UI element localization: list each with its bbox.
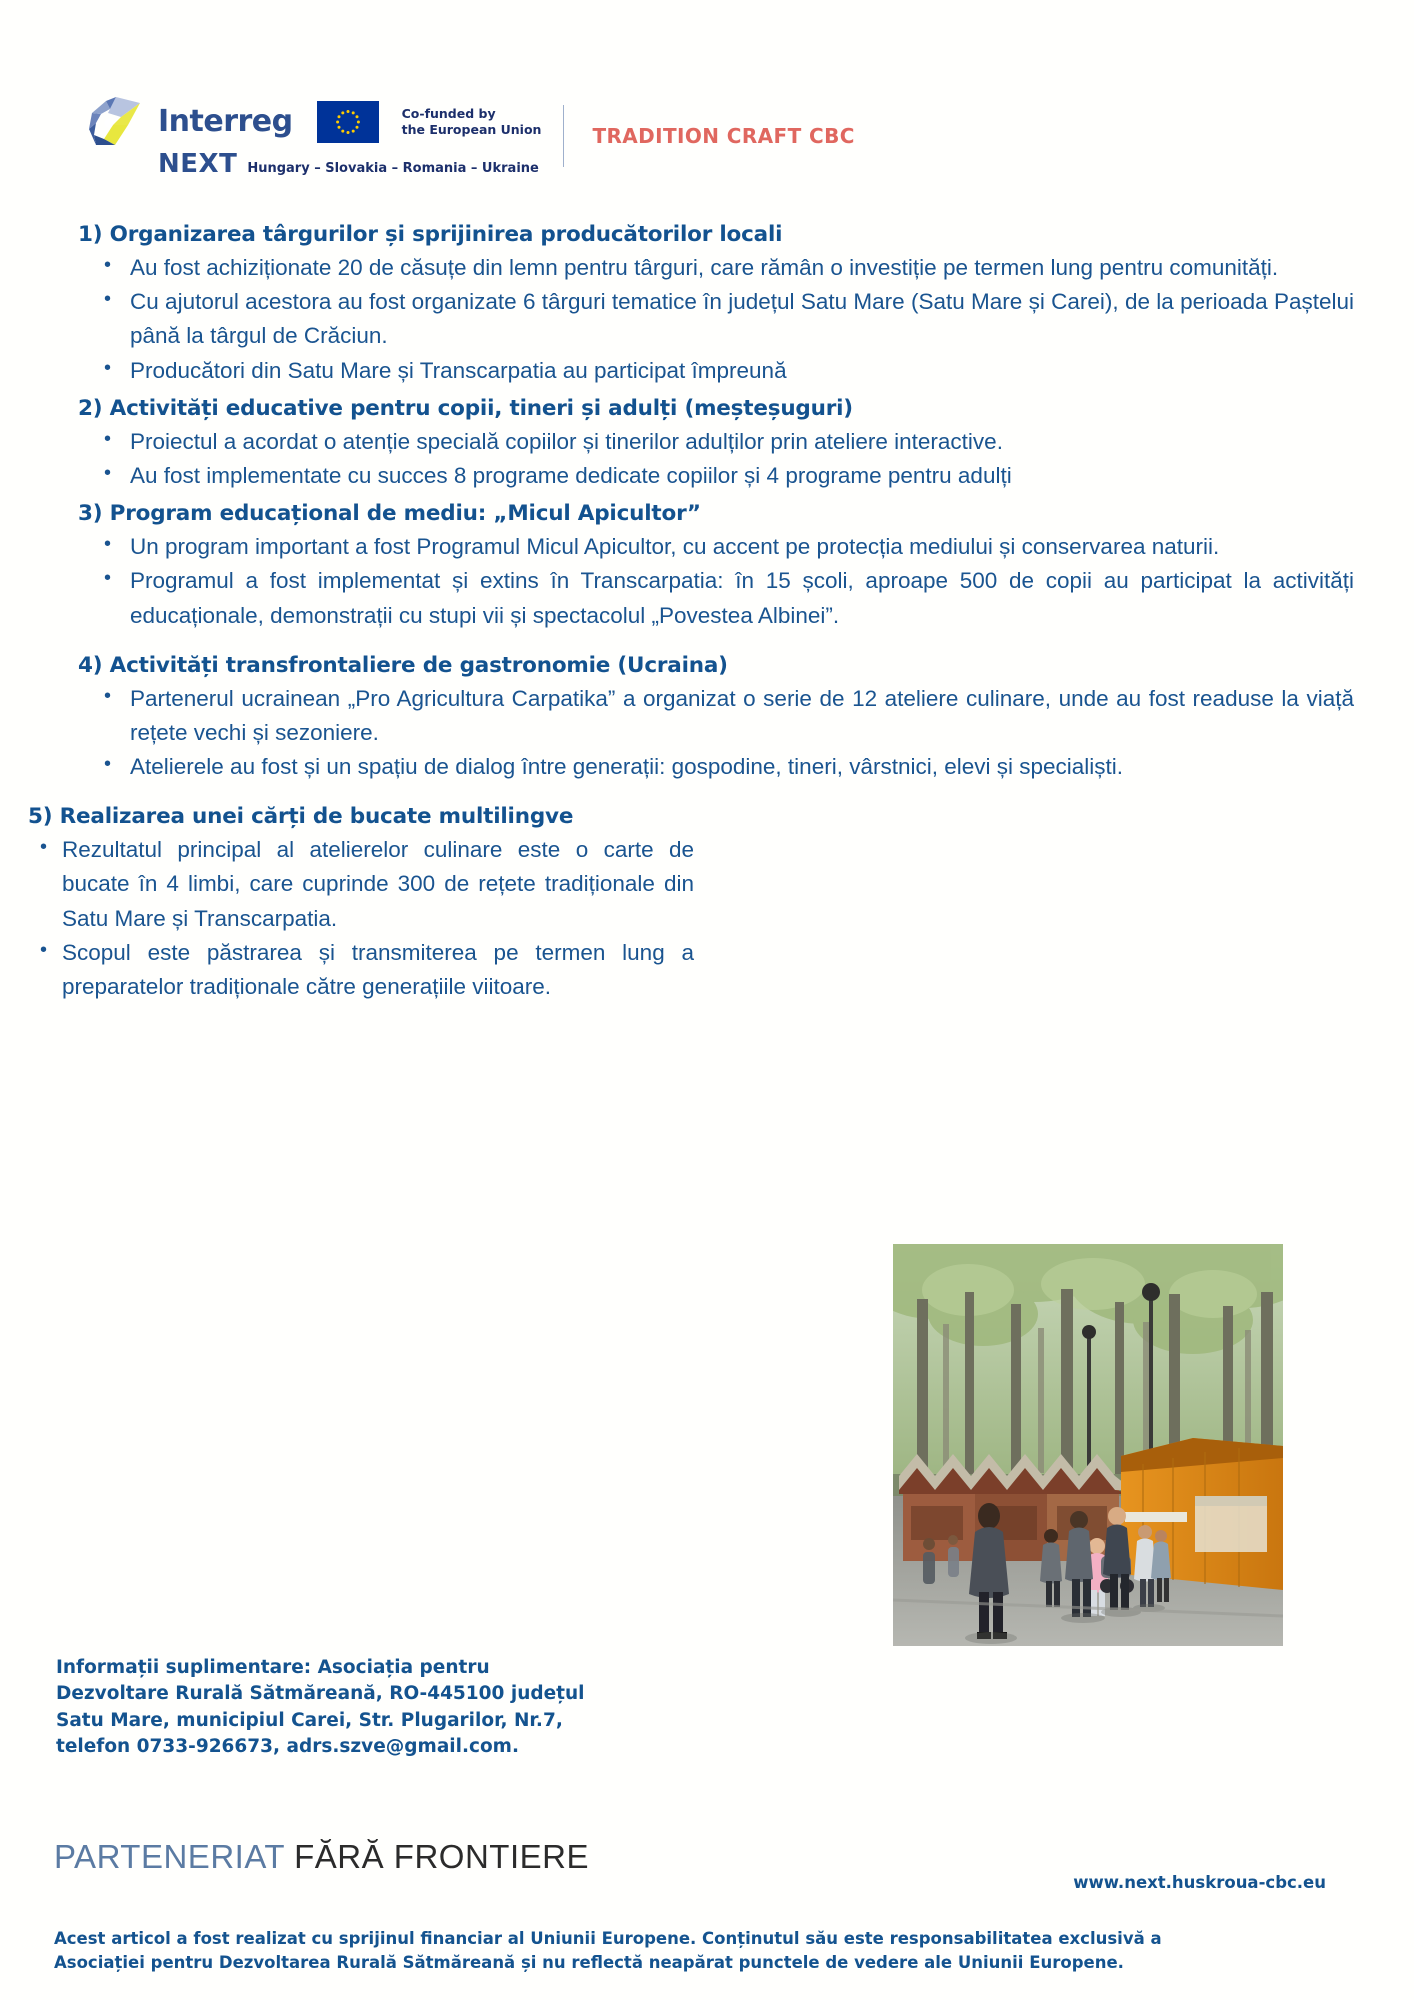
footer-disclaimer xyxy=(54,1927,1370,1975)
interreg-next-logo xyxy=(88,95,541,177)
next-countries-label: Hungary – Slovakia – Romania – Ukraine xyxy=(247,161,539,176)
list-item: • Partenerul ucrainean „Pro Agricultura Carpatika” a organizat o serie de 12 ateliere culinare, unde au fost readuse la viață rețete vechi și sezoniere. xyxy=(0,682,1354,750)
list-item: • Scopul este păstrarea și transmiterea pe termen lung a preparatelor tradiționale către generațiile viitoare. xyxy=(0,936,694,1004)
disclaimer-line-2: Asociației pentru Dezvoltarea Rurală Sătmăreană și nu reflectă neapărat punctele de vedere ale Uniunii Europene. xyxy=(54,1952,1124,1972)
contact-info-block xyxy=(56,1655,756,1760)
section-heading-4: 4) Activități transfrontaliere de gastronomie (Ucraina) xyxy=(78,652,728,678)
header-divider xyxy=(563,105,564,167)
list-item: • Cu ajutorul acestora au fost organizate 6 târguri tematice în județul Satu Mare (Satu Mare și Carei), de la perioada Paștelui până la târgul de Crăciun. xyxy=(0,285,1354,353)
interreg-wordmark: Interreg xyxy=(158,104,293,139)
contact-line-4: telefon 0733-926673, adrs.szve@gmail.com. xyxy=(56,1735,519,1757)
contact-line-3: Satu Mare, municipiul Carei, Str. Plugarilor, Nr.7, xyxy=(56,1709,563,1731)
list-item: • Atelierele au fost și un spațiu de dialog între generații: gospodine, tineri, vârstnici, elevi și specialiști. xyxy=(0,750,1354,784)
document-content xyxy=(0,222,1414,1012)
interreg-pinwheel-icon xyxy=(88,95,144,149)
disclaimer-line-1: Acest articol a fost realizat cu sprijinul financiar al Uniunii Europene. Conținutul său este responsabilitatea exclusivă a xyxy=(54,1929,1162,1948)
document-header xyxy=(88,96,1354,179)
contact-line-2: Dezvoltare Rurală Sătmăreană, RO-445100 județul xyxy=(56,1683,585,1705)
section-bullets-2 xyxy=(0,425,1414,493)
eu-funding-line-2: the European Union xyxy=(401,122,542,137)
spacer xyxy=(0,641,1414,653)
section-heading-3: 3) Program educațional de mediu: „Micul Apicultor” xyxy=(78,501,701,527)
christmas-market-photo xyxy=(893,1244,1283,1646)
section-heading-5: 5) Realizarea unei cărți de bucate multilingve xyxy=(28,804,574,830)
list-item: • Au fost achiziționate 20 de căsuțe din lemn pentru târguri, care rămân o investiție pe termen lung pentru comunități. xyxy=(0,251,1354,285)
list-item: • Rezultatul principal al atelierelor culinare este o carte de bucate în 4 limbi, care cuprinde 300 de rețete tradiționale din Satu Mare și Transcarpatia. xyxy=(0,833,694,936)
section-bullets-5 xyxy=(0,833,1414,1004)
list-item: • Programul a fost implementat și extins în Transcarpatia: în 15 școli, aproape 500 de copii au participat la activități educaționale, demonstrații cu stupi vii și spectacolul „Povestea Albinei”. xyxy=(0,564,1354,632)
project-title: TRADITION CRAFT CBC xyxy=(592,124,855,148)
section-heading-2: 2) Activități educative pentru copii, tineri și adulți (meșteșuguri) xyxy=(78,395,853,421)
section-heading-1: 1) Organizarea târgurilor și sprijinirea producătorilor locali xyxy=(78,222,783,247)
section-bullets-4 xyxy=(0,682,1414,785)
footer-slogan xyxy=(54,1838,589,1876)
spacer xyxy=(0,792,1414,804)
list-item: • Proiectul a acordat o atenție specială copiilor și tinerilor adulților prin ateliere interactive. xyxy=(0,425,1354,459)
footer-slogan-part-2: FĂRĂ FRONTIERE xyxy=(294,1838,589,1875)
list-item: • Producători din Satu Mare și Transcarpatia au participat împreună xyxy=(0,354,1354,388)
list-item: • Au fost implementate cu succes 8 programe dedicate copiilor și 4 programe pentru adulți xyxy=(0,459,1354,493)
list-item: • Un program important a fost Programul Micul Apicultor, cu accent pe protecția mediului și conservarea naturii. xyxy=(0,530,1354,564)
eu-flag-icon xyxy=(317,101,379,143)
eu-funding-line-1: Co-funded by xyxy=(401,106,496,122)
footer-website-link[interactable]: www.next.huskroua-cbc.eu xyxy=(1073,1873,1326,1892)
eu-funding-text xyxy=(402,106,542,137)
footer-slogan-part-1: PARTENERIAT xyxy=(54,1838,285,1875)
section-bullets-1 xyxy=(0,251,1414,388)
next-wordmark: NEXT xyxy=(158,149,238,179)
section-bullets-3 xyxy=(0,530,1414,633)
contact-line-1: Informații suplimentare: Asociația pentru xyxy=(56,1657,490,1678)
